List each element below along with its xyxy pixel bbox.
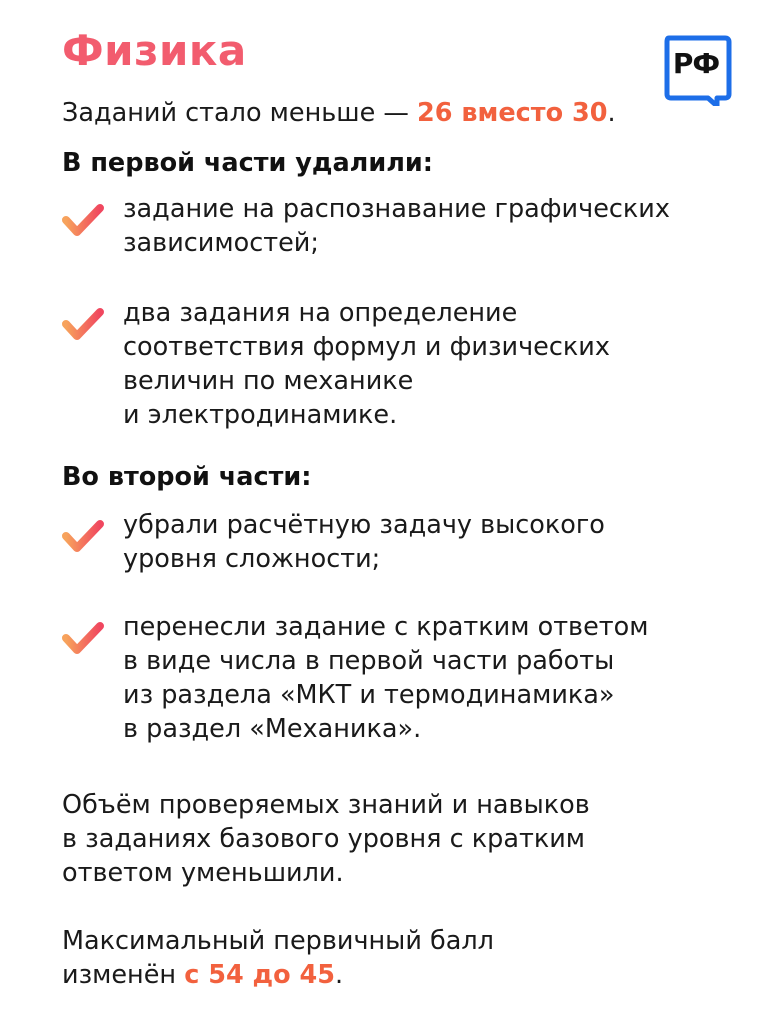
- page-title: Физика: [62, 26, 247, 75]
- logo-text: РФ: [672, 47, 720, 80]
- paragraph-knowledge: [62, 788, 742, 890]
- section1-heading: В первой части удалили:: [62, 148, 433, 178]
- list-item-line: величин по механике: [123, 366, 414, 396]
- paragraph-line: ответом уменьшили.: [62, 858, 344, 888]
- list-item-text: [123, 296, 743, 432]
- list-item-line: в виде числа в первой части работы: [123, 646, 615, 676]
- score-prefix: изменён: [62, 960, 185, 990]
- list-item-line: и электродинамике.: [123, 400, 398, 430]
- score-suffix: .: [335, 960, 344, 990]
- paragraph-line: [62, 958, 742, 992]
- paragraph-score: [62, 924, 742, 992]
- list-item-text: [123, 192, 743, 260]
- list-item-line: уровня сложности;: [123, 544, 381, 574]
- intro-prefix: Заданий стало меньше —: [62, 98, 418, 128]
- score-highlight: с 54 до 45: [184, 960, 336, 990]
- list-item-line: в раздел «Механика».: [123, 714, 422, 744]
- list-item-line: перенесли задание с кратким ответом: [123, 612, 649, 642]
- check-icon: [60, 618, 106, 658]
- list-item-line: убрали расчётную задачу высокого: [123, 510, 605, 540]
- paragraph-line: Максимальный первичный балл: [62, 926, 494, 956]
- check-icon: [60, 200, 106, 240]
- intro-highlight: 26 вместо 30: [417, 98, 608, 128]
- check-icon: [60, 516, 106, 556]
- list-item-line: два задания на определение: [123, 298, 518, 328]
- intro-text: [62, 96, 742, 130]
- intro-suffix: .: [607, 98, 616, 128]
- check-icon: [60, 304, 106, 344]
- paragraph-line: Объём проверяемых знаний и навыков: [62, 790, 590, 820]
- list-item-text: [123, 610, 743, 746]
- list-item-line: соответствия формул и физических: [123, 332, 610, 362]
- paragraph-line: в заданиях базового уровня с кратким: [62, 824, 586, 854]
- list-item-line: задание на распознавание графических: [123, 194, 670, 224]
- list-item-line: зависимостей;: [123, 228, 319, 258]
- section2-heading: Во второй части:: [62, 462, 312, 492]
- list-item-line: из раздела «МКТ и термодинамика»: [123, 680, 615, 710]
- list-item-text: [123, 508, 743, 576]
